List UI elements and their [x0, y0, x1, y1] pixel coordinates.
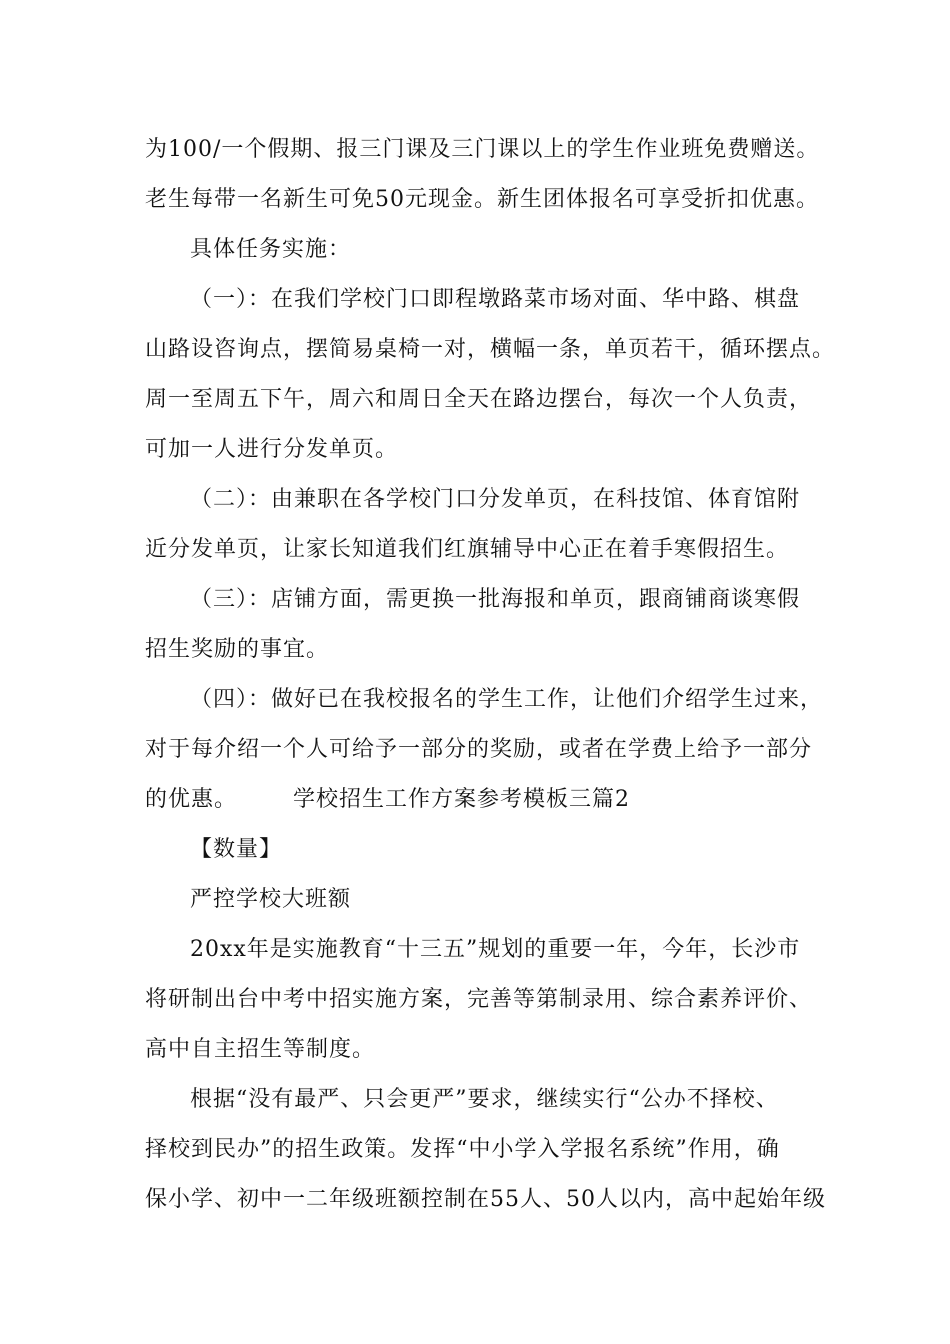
text-line: 具体任务实施：: [190, 237, 352, 262]
text-line: 20xx年是实施教育“十三五”规划的重要一年，今年，长沙市: [190, 937, 801, 962]
text-line: （二）：由兼职在各学校门口分发单页，在科技馆、体育馆附: [190, 487, 801, 512]
text-fragment: 的优惠。: [145, 787, 238, 812]
text-line: （四）：做好已在我校报名的学生工作，让他们介绍学生过来，: [190, 687, 824, 712]
text-line: 周一至周五下午，周六和周日全天在路边摆台，每次一个人负责，: [145, 387, 813, 412]
section-heading: 【数量】: [190, 837, 283, 862]
text-line: 保小学、初中一二年级班额控制在55人、50人以内，高中起始年级: [145, 1187, 826, 1212]
text-line: 择校到民办”的招生政策。发挥“中小学入学报名系统”作用，确: [145, 1137, 780, 1162]
text-line: 对于每介绍一个人可给予一部分的奖励，或者在学费上给予一部分: [145, 737, 813, 762]
text-line: （三）：店铺方面，需更换一批海报和单页，跟商铺商谈寒假: [190, 587, 801, 612]
text-line-with-title: [145, 785, 630, 815]
text-line: 老生每带一名新生可免50元现金。新生团体报名可享受折扣优惠。: [145, 187, 819, 212]
text-line: 严控学校大班额: [190, 887, 352, 912]
text-line: 可加一人进行分发单页。: [145, 437, 399, 462]
text-line: （一）：在我们学校门口即程墩路菜市场对面、华中路、棋盘: [190, 287, 801, 312]
text-line: 近分发单页，让家长知道我们红旗辅导中心正在着手寒假招生。: [145, 537, 790, 562]
text-line: 招生奖励的事宜。: [145, 637, 330, 662]
section-title: 学校招生工作方案参考模板三篇2: [293, 787, 631, 812]
text-line: 高中自主招生等制度。: [145, 1037, 376, 1062]
text-line: 为100/一个假期、报三门课及三门课以上的学生作业班免费赠送。: [145, 137, 820, 162]
text-line: 根据“没有最严、只会更严”要求，继续实行“公办不择校、: [190, 1087, 779, 1112]
text-line: 将研制出台中考中招实施方案，完善等第制录用、综合素养评价、: [145, 987, 813, 1012]
text-line: 山路设咨询点，摆简易桌椅一对，横幅一条，单页若干，循环摆点。: [145, 337, 836, 362]
